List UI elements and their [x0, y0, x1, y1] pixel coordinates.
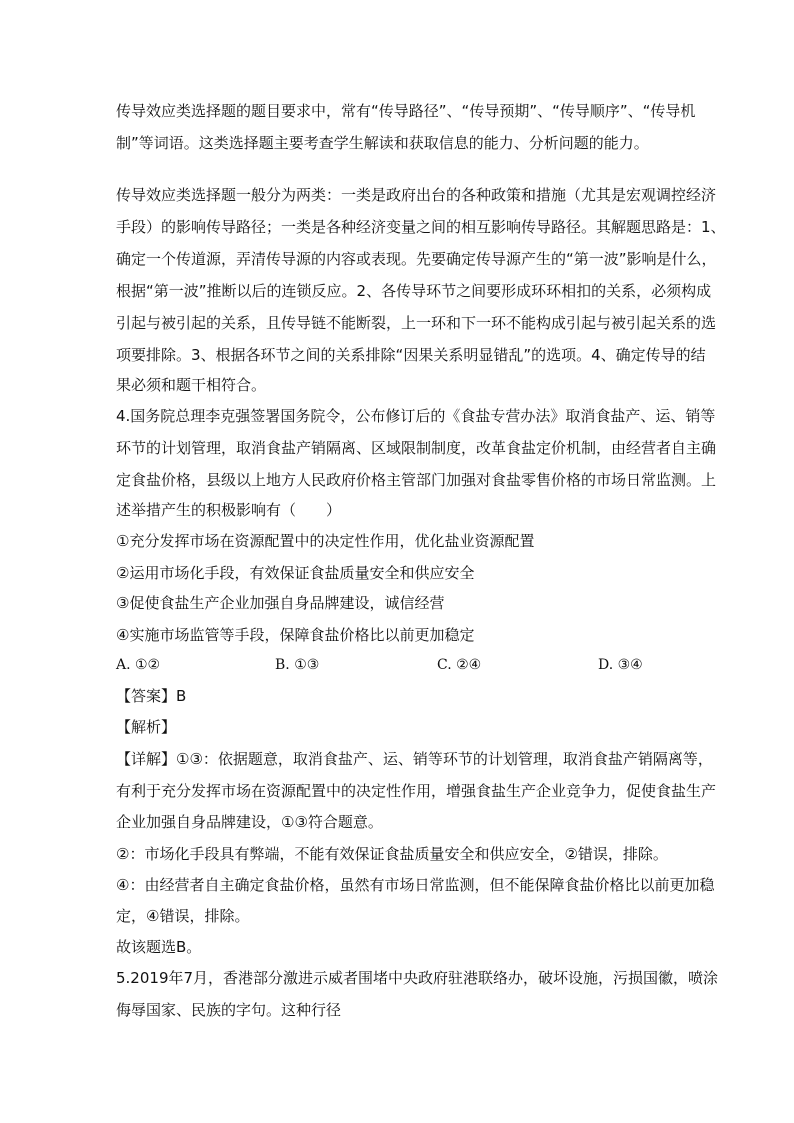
q4-detail-line-2: 有利于充分发挥市场在资源配置中的决定性作用，增强食盐生产企业竞争力，促使食盐生产: [116, 782, 717, 800]
q4-stem-line-4: 述举措产生的积极影响有（ ）: [116, 501, 342, 519]
intro-p1-line-1: 传导效应类选择题的题目要求中，常有“传导路径”、“传导预期”、“传导顺序”、“传导机: [116, 102, 696, 120]
q4-option-b: B. ①③: [275, 657, 320, 673]
q4-answer: 【答案】B: [116, 687, 187, 705]
q4-detail-line-5: ④：由经营者自主确定食盐价格，虽然有市场日常监测，但不能保障食盐价格比以前更加稳: [116, 876, 715, 894]
q4-stem-line-1: 4.国务院总理李克强签署国务院令，公布修订后的《食盐专营办法》取消食盐产、运、销等: [116, 407, 716, 425]
intro-p2-line-6: 项要排除。3、根据各环节之间的关系排除“因果关系明显错乱”的选项。4、确定传导的结: [116, 346, 706, 364]
q4-item-2: ②运用市场化手段，有效保证食盐质量安全和供应安全: [116, 564, 475, 582]
intro-p2-line-1: 传导效应类选择题一般分为两类：一类是政府出台的各种政策和措施（尤其是宏观调控经济: [116, 186, 717, 204]
intro-p2-line-2: 手段）的影响传导路径；一类是各种经济变量之间的相互影响传导路径。其解题思路是：1、: [116, 218, 726, 236]
q4-stem-line-3: 定食盐价格，县级以上地方人民政府价格主管部门加强对食盐零售价格的市场日常监测。上: [116, 471, 717, 489]
q4-detail-line-6: 定，④错误，排除。: [116, 907, 250, 925]
q4-option-d: D. ③④: [598, 657, 643, 673]
intro-p2-line-7: 果必须和题干相符合。: [116, 376, 267, 394]
q4-detail-line-1: 【详解】①③：依据题意，取消食盐产、运、销等环节的计划管理，取消食盐产销隔离等，: [116, 750, 713, 768]
q5-stem-line-2: 侮辱国家、民族的字句。这种行径: [116, 1001, 342, 1019]
q4-detail-line-4: ②：市场化手段具有弊端，不能有效保证食盐质量安全和供应安全，②错误，排除。: [116, 845, 668, 863]
intro-p2-line-5: 引起与被引起的关系，且传导链不能断裂，上一环和下一环不能构成引起与被引起关系的选: [116, 314, 717, 332]
q4-detail-line-3: 企业加强自身品牌建设，①③符合题意。: [116, 813, 383, 831]
intro-p2-line-3: 确定一个传道源，弄清传导源的内容或表现。先要确定传导源产生的“第一波”影响是什么，: [116, 250, 717, 268]
intro-p2-line-4: 根据“第一波”推断以后的连锁反应。2、各传导环节之间要形成环环相扣的关系，必须构成: [116, 282, 712, 300]
q4-option-c: C. ②④: [437, 657, 482, 673]
q4-analysis-title: 【解析】: [116, 718, 177, 736]
q4-item-3: ③促使食盐生产企业加强自身品牌建设，诚信经营: [116, 594, 445, 612]
q4-stem-line-2: 环节的计划管理，取消食盐产销隔离、区域限制制度，改革食盐定价机制，由经营者自主确: [116, 439, 717, 457]
q4-item-4: ④实施市场监管等手段，保障食盐价格比以前更加稳定: [116, 626, 475, 644]
q5-stem-line-1: 5.2019年7月，香港部分激进示威者围堵中央政府驻港联络办，破坏设施，污损国徽，喷涂: [116, 969, 719, 987]
intro-p1-line-2: 制”等词语。这类选择题主要考查学生解读和获取信息的能力、分析问题的能力。: [116, 134, 649, 152]
q4-option-a: A. ①②: [116, 657, 161, 673]
q4-detail-line-7: 故该题选B。: [116, 938, 202, 956]
q4-item-1: ①充分发挥市场在资源配置中的决定性作用，优化盐业资源配置: [116, 532, 535, 550]
